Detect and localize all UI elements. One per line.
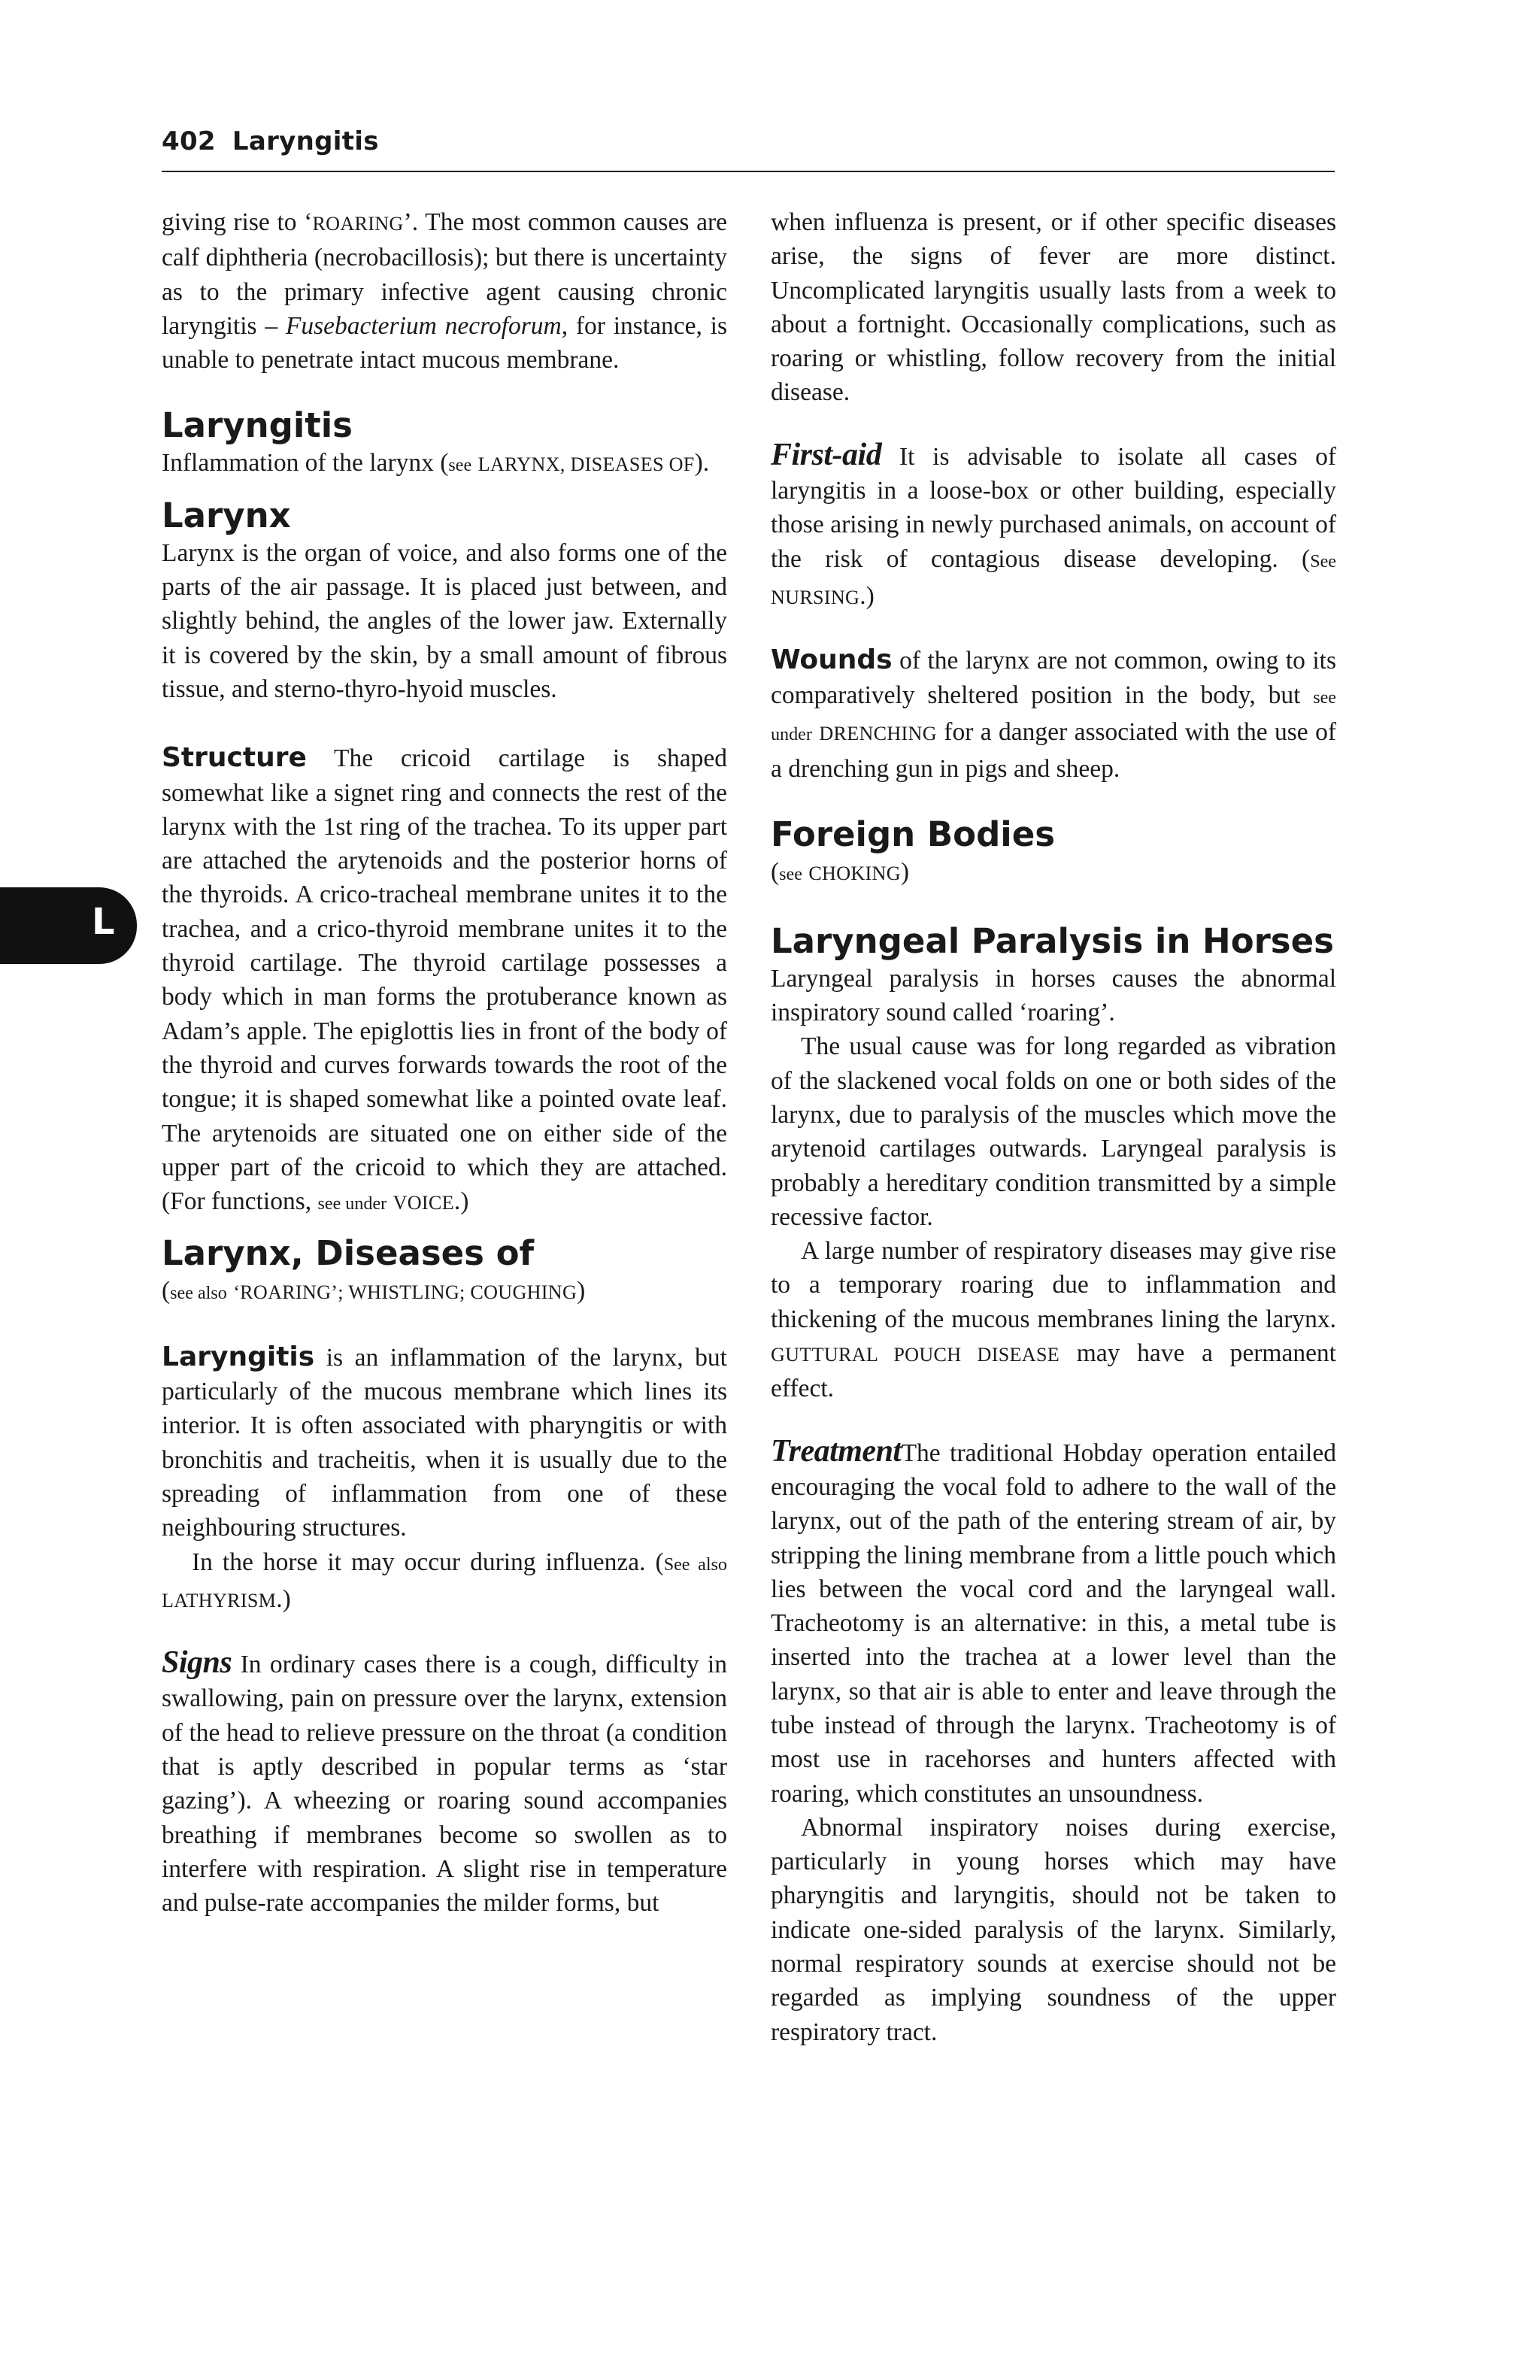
paralysis-paragraph-3: A large number of respiratory diseases may give rise to a temporary roaring due to inflammation and thickening of the mucous membranes lining the larynx. GUTTURAL POUCH DISEASE may have a permanent effect. bbox=[771, 1237, 1336, 1403]
header-rule bbox=[162, 171, 1335, 172]
run-in-heading-laryngitis: Laryngitis bbox=[162, 1341, 315, 1372]
running-header bbox=[162, 126, 1335, 156]
cross-reference: VOICE bbox=[393, 1192, 454, 1214]
cross-reference: GUTTURAL POUCH DISEASE bbox=[771, 1344, 1060, 1366]
running-title: Laryngitis bbox=[232, 126, 379, 156]
wounds-paragraph: Wounds of the larynx are not common, owing to its comparatively sheltered position in the body, but see under DRENCHING for a danger associated with the use of a drenching gun in pigs and sheep. bbox=[771, 644, 1336, 784]
run-in-heading-first-aid: First-aid bbox=[771, 437, 882, 472]
continued-paragraph: giving rise to ‘ROARING’. The most common causes are calf diphtheria (necrobacillosis); but there is uncertainty as to the primary infective agent causing chronic laryngitis – Fusebacterium necroforum, for instance, is unable to penetrate intact mucous membrane. bbox=[162, 208, 727, 374]
run-in-heading-structure: Structure bbox=[162, 742, 307, 774]
treatment-paragraph: TreatmentThe traditional Hobday operation entailed encouraging the vocal fold to adhere to the wall of the larynx, out of the path of the entering stream of air, by stripping the lining membrane from a little pouch which lies between the vocal cord and the laryngeal wall. Tracheotomy is an alternative: in this, a metal tube is inserted into the trachea at a lower level than the larynx, so that air is able to enter and leave through the tube instead of through the larynx. Tracheotomy is of most use in racehorses and hunters affected with roaring, which constitutes an unsoundness. bbox=[771, 1433, 1336, 1808]
continued-paragraph-right: when influenza is present, or if other specific diseases arise, the signs of fever are more distinct. Uncomplicated laryngitis usually lasts from a week to about a fortnight. Occasionally complications, such as roaring or whistling, follow recovery from the initial disease. bbox=[771, 208, 1336, 407]
laryngitis-paragraph: Laryngitis is an inflammation of the larynx, but particularly of the mucous membrane which lines its interior. It is often associated with pharyngitis or with bronchitis and tracheitis, when it is usually due to the spreading of inflammation from one of these neighbouring structures. bbox=[162, 1341, 727, 1542]
entry-heading-larynx: Larynx bbox=[162, 495, 291, 535]
paralysis-paragraph-2: The usual cause was for long regarded as vibration of the slackened vocal folds on one or both sides of the larynx, due to paralysis of the muscles which move the arytenoid cartilages outwards. Laryngeal paralysis is probably a hereditary condition transmitted by a simple recessive factor. bbox=[771, 1032, 1336, 1231]
cross-reference: LATHYRISM bbox=[162, 1589, 277, 1611]
horse-paragraph: In the horse it may occur during influenza. (See also LATHYRISM.) bbox=[162, 1548, 727, 1613]
run-in-heading-treatment: Treatment bbox=[771, 1433, 902, 1469]
cross-reference: ROARING bbox=[312, 213, 404, 235]
entry-heading-larynx-diseases: Larynx, Diseases of bbox=[162, 1233, 535, 1274]
signs-paragraph: Signs In ordinary cases there is a cough, difficulty in swallowing, pain on pressure over the larynx, extension of the head to relieve pressure on the throat (a condition that is aptly described in popular terms as ‘star gazing’). A wheezing or roaring sound accompanies breathing if membranes become so swollen as to interfere with respiration. A slight rise in temperature and pulse-rate accompanies the milder forms, but bbox=[162, 1645, 727, 1918]
entry-text-larynx: Larynx is the organ of voice, and also forms one of the parts of the air passage. It is placed just between, and slightly behind, the angles of the lower jaw. Externally it is covered by the skin, by a small amount of fibrous tissue, and sterno-thyro-hyoid muscles. bbox=[162, 538, 727, 703]
right-column bbox=[771, 205, 1336, 2049]
run-in-heading-wounds: Wounds bbox=[771, 644, 893, 676]
page-number: 402 bbox=[162, 126, 216, 156]
cross-reference: LARYNX, DISEASES OF bbox=[477, 453, 695, 476]
foreign-bodies-see: (see CHOKING) bbox=[771, 858, 910, 887]
paralysis-paragraph-1: Laryngeal paralysis in horses causes the abnormal inspiratory sound called ‘roaring’. bbox=[771, 964, 1336, 1027]
cross-reference: ‘ROARING’; WHISTLING; COUGHING bbox=[233, 1281, 578, 1304]
left-column bbox=[162, 205, 727, 1920]
cross-reference: NURSING bbox=[771, 586, 860, 608]
diseases-see-also: (see also ‘ROARING’; WHISTLING; COUGHING) bbox=[162, 1277, 586, 1305]
structure-paragraph: Structure The cricoid cartilage is shaped somewhat like a signet ring and connects the rest of the larynx with the 1st ring of the trachea. To its upper part are attached the arytenoids and the posterior horns of the thyroids. A crico-tracheal membrane unites it to the trachea, and a crico-thyroid membrane unites it to the thyroid cartilage. The thyroid cartilage possesses a body which in man forms the protuberance known as Adam’s apple. The epiglottis lies in front of the body of the thyroid and curves forwards towards the root of the tongue; it is shaped somewhat like a pointed ovate leaf. The arytenoids are situated one on either side of the upper part of the cricoid to which they are attached. (For functions, see under VOICE.) bbox=[162, 742, 727, 1216]
section-letter-tab bbox=[0, 887, 137, 964]
entry-heading-laryngitis: Laryngitis bbox=[162, 405, 353, 446]
cross-reference: DRENCHING bbox=[819, 722, 937, 744]
species-name: Fusebacterium necroforum bbox=[285, 311, 562, 340]
entry-heading-foreign-bodies: Foreign Bodies bbox=[771, 814, 1056, 855]
entry-heading-laryngeal-paralysis: Laryngeal Paralysis in Horses bbox=[771, 920, 1334, 961]
abnormal-noises-paragraph: Abnormal inspiratory noises during exercise, particularly in young horses which may have pharyngitis and laryngitis, should not be taken to indicate one-sided paralysis of the larynx. Similarly, normal respiratory sounds at exercise should not be regarded as implying soundness of the upper respiratory tract. bbox=[771, 1813, 1336, 2046]
run-in-heading-signs: Signs bbox=[162, 1645, 232, 1681]
entry-text-laryngitis: Inflammation of the larynx (see LARYNX, DISEASES OF). bbox=[162, 449, 710, 478]
first-aid-paragraph: First-aid It is advisable to isolate all cases of laryngitis in a loose-box or other building, especially those arising in newly purchased animals, on account of the risk of contagious disease developing. (See NURSING.) bbox=[771, 437, 1336, 610]
cross-reference: CHOKING bbox=[808, 863, 901, 885]
section-letter: L bbox=[92, 901, 115, 943]
